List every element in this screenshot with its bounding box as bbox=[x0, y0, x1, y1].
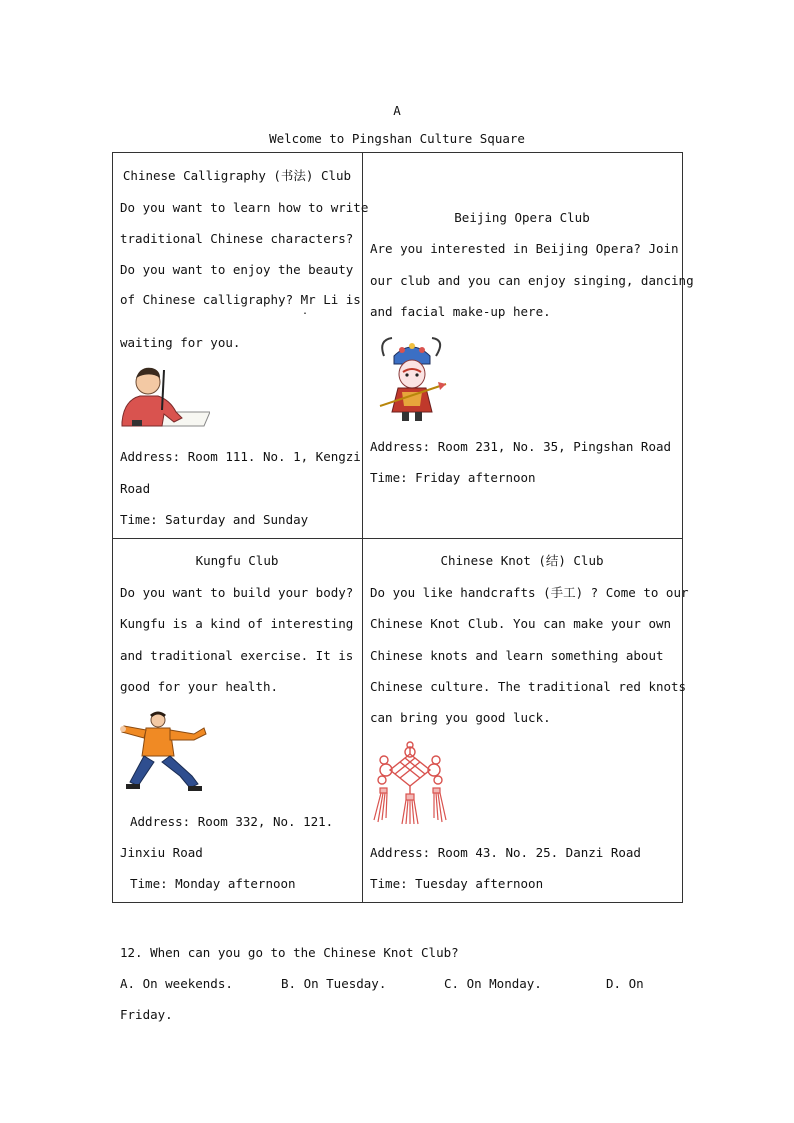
knot-line: Chinese culture. The traditional red knots bbox=[370, 679, 687, 694]
kungfu-title: Kungfu Club bbox=[195, 553, 279, 568]
kungfu-illustration bbox=[120, 710, 208, 794]
calligraphy-title: Chinese Calligraphy (书法) Club bbox=[122, 168, 352, 183]
opera-line: our club and you can enjoy singing, dancing bbox=[370, 273, 694, 288]
knot-line: Chinese Knot Club. You can make your own bbox=[370, 616, 672, 631]
opera-line: Are you interested in Beijing Opera? Join bbox=[370, 241, 679, 256]
option-b[interactable]: B. On Tuesday. bbox=[281, 976, 387, 991]
knot-line: can bring you good luck. bbox=[370, 710, 551, 725]
opera-illustration bbox=[376, 336, 450, 422]
opera-title: Beijing Opera Club bbox=[454, 210, 590, 225]
passage-label: A bbox=[393, 103, 401, 118]
calligraphy-illustration bbox=[118, 360, 210, 430]
question-stem: 12. When can you go to the Chinese Knot Club? bbox=[120, 945, 459, 960]
option-a[interactable]: A. On weekends. bbox=[120, 976, 233, 991]
kungfu-address: Address: Room 332, No. 121. bbox=[130, 814, 334, 829]
calligraphy-address: Address: Room 111. No. 1, Kengzi bbox=[120, 449, 361, 464]
kungfu-line: and traditional exercise. It is bbox=[120, 648, 354, 663]
calligraphy-line: Do you want to learn how to write bbox=[120, 200, 369, 215]
knot-time: Time: Tuesday afternoon bbox=[370, 876, 544, 891]
knot-title: Chinese Knot (结) Club bbox=[440, 553, 604, 568]
knot-line: Chinese knots and learn something about bbox=[370, 648, 664, 663]
calligraphy-line: Do you want to enjoy the beauty bbox=[120, 262, 354, 277]
knot-address: Address: Room 43. No. 25. Danzi Road bbox=[370, 845, 641, 860]
stray-dot: . bbox=[302, 306, 309, 317]
calligraphy-line: traditional Chinese characters? bbox=[120, 231, 354, 246]
knot-line: Do you like handcrafts (手工) ? Come to our bbox=[370, 585, 689, 600]
calligraphy-line: waiting for you. bbox=[120, 335, 241, 350]
chinese-knot-illustration bbox=[370, 740, 452, 826]
calligraphy-time: Time: Saturday and Sunday bbox=[120, 512, 309, 527]
option-d-continued[interactable]: Friday. bbox=[120, 1007, 173, 1022]
kungfu-line: good for your health. bbox=[120, 679, 279, 694]
option-c[interactable]: C. On Monday. bbox=[444, 976, 542, 991]
kungfu-address-cont: Jinxiu Road bbox=[120, 845, 203, 860]
option-d[interactable]: D. On bbox=[606, 976, 644, 991]
kungfu-line: Kungfu is a kind of interesting bbox=[120, 616, 354, 631]
table-row-divider bbox=[112, 538, 683, 539]
calligraphy-line: of Chinese calligraphy? Mr Li is bbox=[120, 292, 361, 307]
table-column-divider bbox=[362, 152, 363, 903]
opera-line: and facial make-up here. bbox=[370, 304, 551, 319]
passage-heading: Welcome to Pingshan Culture Square bbox=[269, 131, 525, 146]
opera-address: Address: Room 231, No. 35, Pingshan Road bbox=[370, 439, 672, 454]
opera-time: Time: Friday afternoon bbox=[370, 470, 536, 485]
kungfu-time: Time: Monday afternoon bbox=[130, 876, 296, 891]
calligraphy-address-cont: Road bbox=[120, 481, 151, 496]
kungfu-line: Do you want to build your body? bbox=[120, 585, 354, 600]
